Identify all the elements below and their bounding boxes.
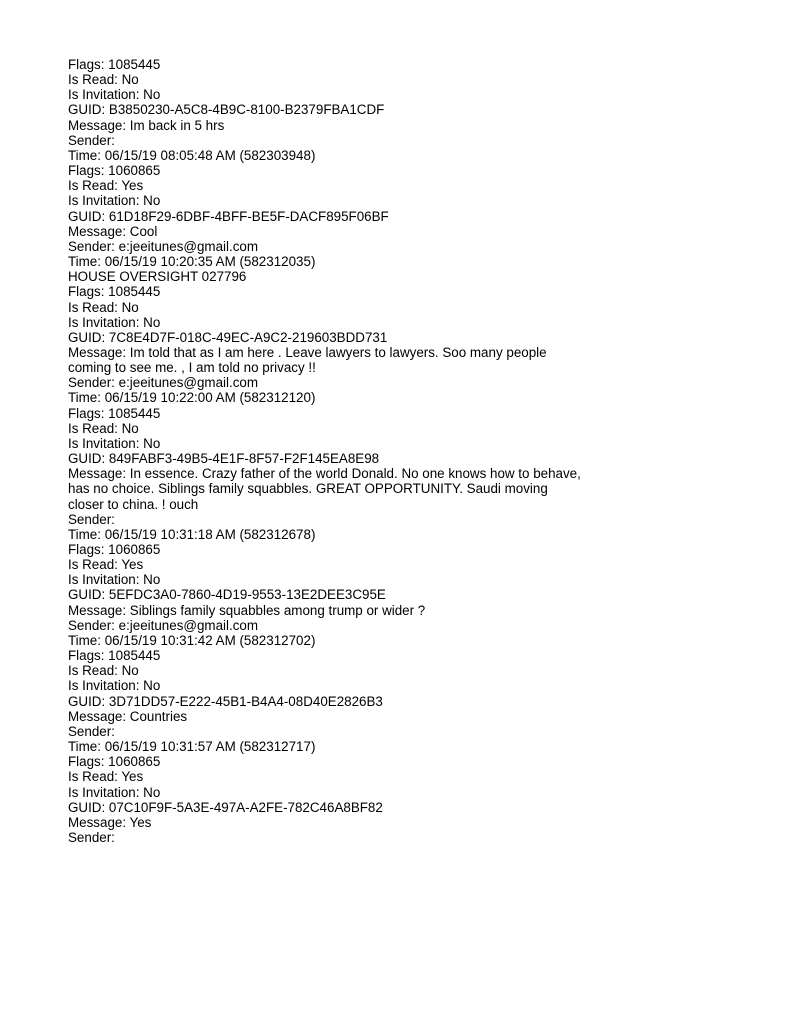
document-line: Message: Countries <box>68 708 188 724</box>
document-line: closer to china. ! ouch <box>68 496 199 512</box>
document-line: coming to see me. , I am told no privacy !! <box>68 360 316 376</box>
document-line: GUID: 849FABF3-49B5-4E1F-8F57-F2F145EA8E98 <box>68 451 380 467</box>
document-line: GUID: 5EFDC3A0-7860-4D19-9553-13E2DEE3C95E <box>68 587 386 603</box>
document-line: Time: 06/15/19 10:31:42 AM (582312702) <box>68 632 316 648</box>
document-line: Flags: 1060865 <box>68 754 161 770</box>
document-line: Is Read: No <box>68 299 139 315</box>
document-line: Is Invitation: No <box>68 314 161 330</box>
document-line: Sender: <box>68 132 115 148</box>
document-line: Is Invitation: No <box>68 678 161 694</box>
document-line: has no choice. Siblings family squabbles. GREAT OPPORTUNITY. Saudi moving <box>68 481 548 497</box>
document-line: Message: Im back in 5 hrs <box>68 117 225 133</box>
document-line: Flags: 1060865 <box>68 163 161 179</box>
document-line: GUID: 7C8E4D7F-018C-49EC-A9C2-219603BDD731 <box>68 329 388 345</box>
document-text <box>68 57 708 845</box>
document-line: Message: Cool <box>68 223 158 239</box>
document-line: Time: 06/15/19 10:20:35 AM (582312035) <box>68 254 316 270</box>
document-line: Time: 06/15/19 10:31:57 AM (582312717) <box>68 739 316 755</box>
document-line: Message: In essence. Crazy father of the world Donald. No one knows how to behave, <box>68 466 581 482</box>
document-line: Sender: e:jeeitunes@gmail.com <box>68 617 258 633</box>
document-line: Sender: e:jeeitunes@gmail.com <box>68 238 258 254</box>
document-line: Is Invitation: No <box>68 572 161 588</box>
document-line: Is Invitation: No <box>68 435 161 451</box>
document-line: GUID: 07C10F9F-5A3E-497A-A2FE-782C46A8BF82 <box>68 799 383 815</box>
document-line: Time: 06/15/19 10:31:18 AM (582312678) <box>68 526 316 542</box>
document-line: Is Invitation: No <box>68 784 161 800</box>
document-line: Is Read: No <box>68 420 139 436</box>
document-line: Is Read: Yes <box>68 769 144 785</box>
document-line: Is Invitation: No <box>68 193 161 209</box>
document-line: Sender: e:jeeitunes@gmail.com <box>68 375 258 391</box>
document-line: Flags: 1085445 <box>68 284 161 300</box>
document-line: Sender: <box>68 511 115 527</box>
document-line: GUID: 3D71DD57-E222-45B1-B4A4-08D40E2826B3 <box>68 693 383 709</box>
document-line: Time: 06/15/19 08:05:48 AM (582303948) <box>68 147 316 163</box>
document-line: Time: 06/15/19 10:22:00 AM (582312120) <box>68 390 316 406</box>
document-line: Is Invitation: No <box>68 87 161 103</box>
document-line: Message: Yes <box>68 814 152 830</box>
document-line: Is Read: Yes <box>68 557 144 573</box>
document-line: Flags: 1085445 <box>68 405 161 421</box>
document-line: Is Read: No <box>68 72 139 88</box>
document-line: HOUSE OVERSIGHT 027796 <box>68 269 247 285</box>
document-line: Sender: <box>68 723 115 739</box>
document-line: Is Read: Yes <box>68 178 144 194</box>
document-line: Message: Siblings family squabbles among trump or wider ? <box>68 602 426 618</box>
document-line: Is Read: No <box>68 663 139 679</box>
document-line: Flags: 1085445 <box>68 57 161 72</box>
document-line: Message: Im told that as I am here . Leave lawyers to lawyers. Soo many people <box>68 344 547 360</box>
document-line: Flags: 1085445 <box>68 648 161 664</box>
document-line: Flags: 1060865 <box>68 542 161 557</box>
document-line: Sender: <box>68 829 115 845</box>
document-line: GUID: 61D18F29-6DBF-4BFF-BE5F-DACF895F06BF <box>68 208 389 224</box>
document-line: GUID: B3850230-A5C8-4B9C-8100-B2379FBA1CDF <box>68 102 385 118</box>
